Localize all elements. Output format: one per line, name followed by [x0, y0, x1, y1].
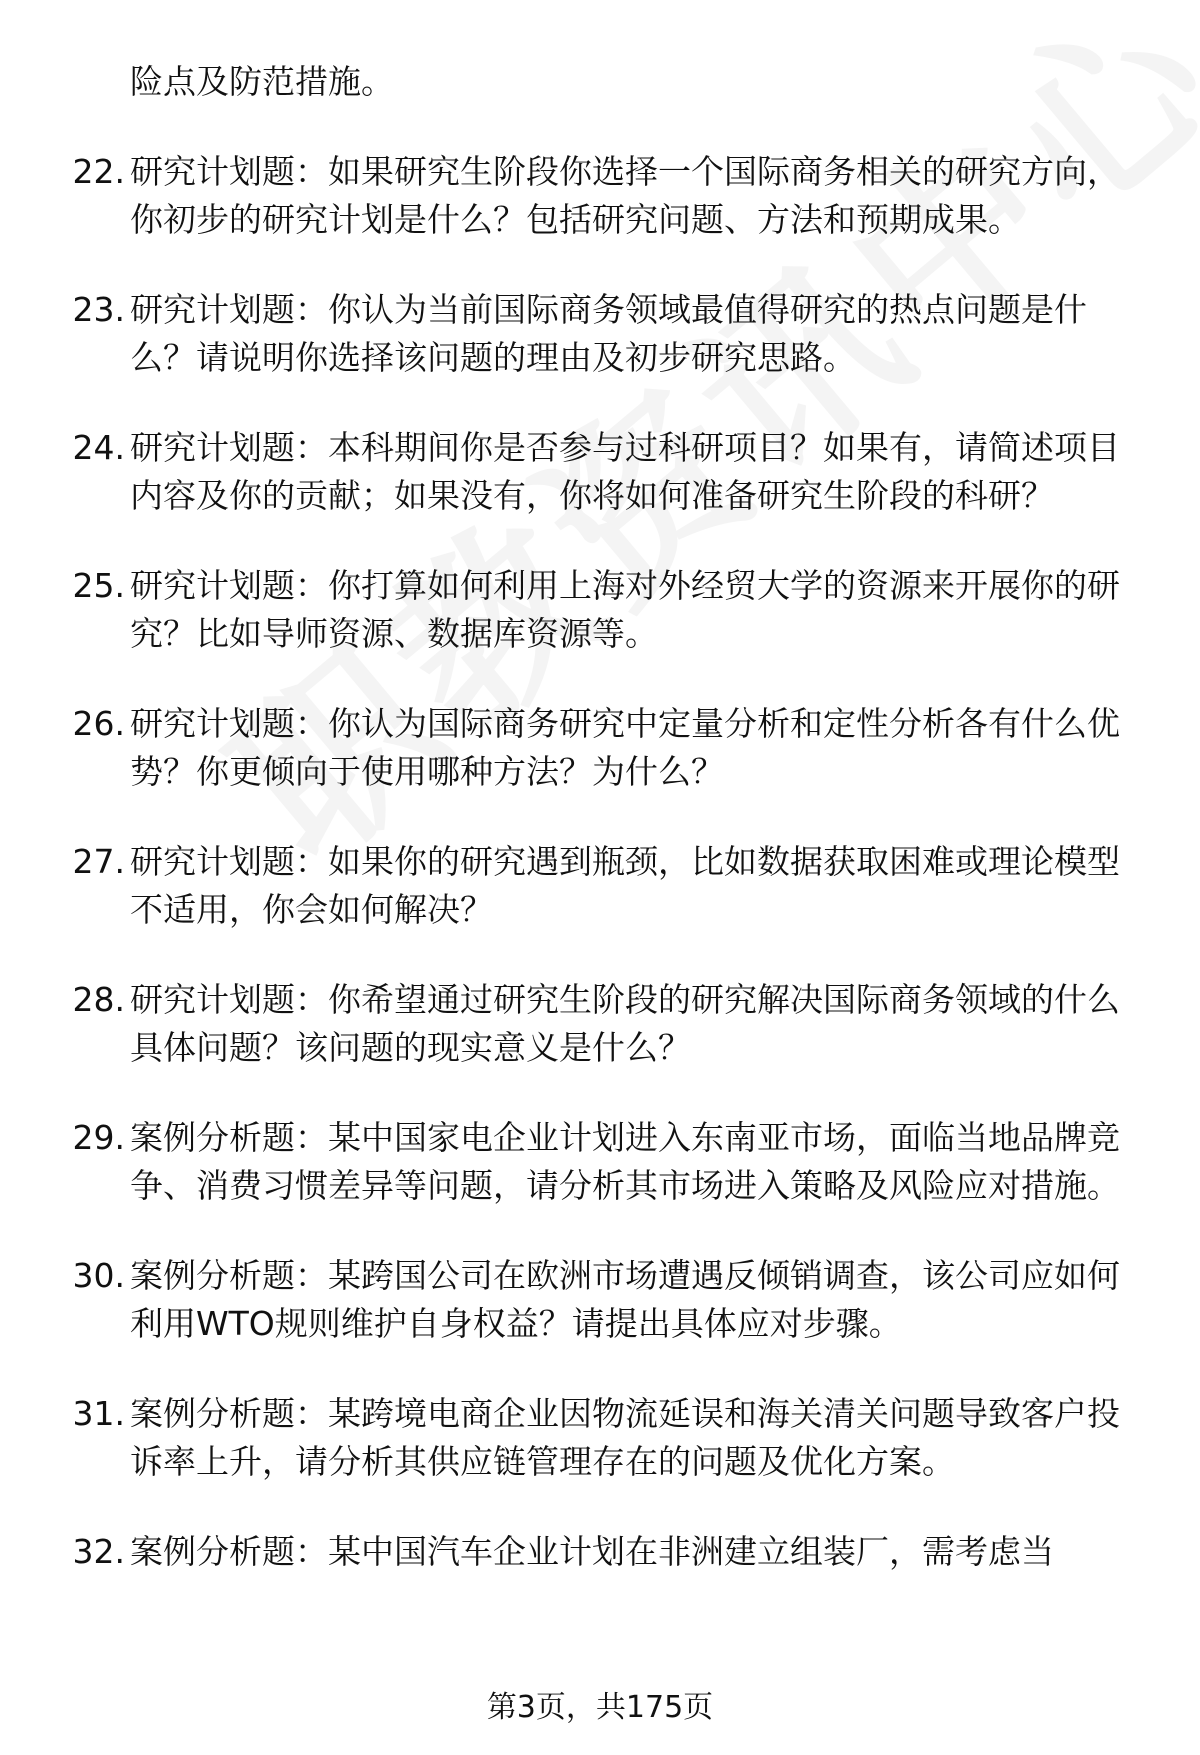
item-text: 研究计划题：你认为当前国际商务领域最值得研究的热点问题是什么？请说明你选择该问题的理由及初步研究思路。: [130, 290, 1087, 377]
item-number: 26.: [72, 704, 125, 743]
item-text: 案例分析题：某中国家电企业计划进入东南亚市场，面临当地品牌竞争、消费习惯差异等问题，请分析其市场进入策略及风险应对措施。: [130, 1118, 1120, 1205]
item-text: 案例分析题：某跨国公司在欧洲市场遭遇反倾销调查，该公司应如何利用WTO规则维护自身权益？请提出具体应对步骤。: [130, 1256, 1120, 1343]
list-item: [0, 1252, 1150, 1348]
item-text: 研究计划题：如果你的研究遇到瓶颈，比如数据获取困难或理论模型不适用，你会如何解决？: [130, 842, 1120, 929]
item-text: 研究计划题：你打算如何利用上海对外经贸大学的资源来开展你的研究？比如导师资源、数据库资源等。: [130, 566, 1120, 653]
list-item: [0, 700, 1150, 796]
list-item: [0, 1390, 1150, 1486]
item-number: 28.: [72, 980, 125, 1019]
item-number: 32.: [72, 1532, 125, 1571]
item-text: 研究计划题：本科期间你是否参与过科研项目？如果有，请简述项目内容及你的贡献；如果没有，你将如何准备研究生阶段的科研？: [130, 428, 1120, 515]
list-item: [0, 286, 1150, 382]
item-number: 27.: [72, 842, 125, 881]
list-item: [0, 148, 1150, 244]
item-number: 25.: [72, 566, 125, 605]
continuation-text: 险点及防范措施。: [130, 62, 394, 101]
item-text: 研究计划题：如果研究生阶段你选择一个国际商务相关的研究方向，你初步的研究计划是什么？包括研究问题、方法和预期成果。: [130, 152, 1120, 239]
list-item: [0, 562, 1150, 658]
item-text: 案例分析题：某中国汽车企业计划在非洲建立组装厂，需考虑当: [130, 1532, 1054, 1571]
list-item: [0, 1114, 1150, 1210]
item-number: 22.: [72, 152, 125, 191]
item-text: 研究计划题：你希望通过研究生阶段的研究解决国际商务领域的什么具体问题？该问题的现实意义是什么？: [130, 980, 1120, 1067]
item-number: 31.: [72, 1394, 125, 1433]
list-item: [0, 1528, 1150, 1576]
item-number: 23.: [72, 290, 125, 329]
list-item: [0, 424, 1150, 520]
list-item: [0, 976, 1150, 1072]
list-item: [0, 838, 1150, 934]
item-number: 24.: [72, 428, 125, 467]
item-number: 29.: [72, 1118, 125, 1157]
item-text: 研究计划题：你认为国际商务研究中定量分析和定性分析各有什么优势？你更倾向于使用哪种方法？为什么？: [130, 704, 1120, 791]
item-number: 30.: [72, 1256, 125, 1295]
item-text: 案例分析题：某跨境电商企业因物流延误和海关清关问题导致客户投诉率上升，请分析其供应链管理存在的问题及优化方案。: [130, 1394, 1120, 1481]
page-footer: 第3页，共175页: [486, 1690, 714, 1725]
